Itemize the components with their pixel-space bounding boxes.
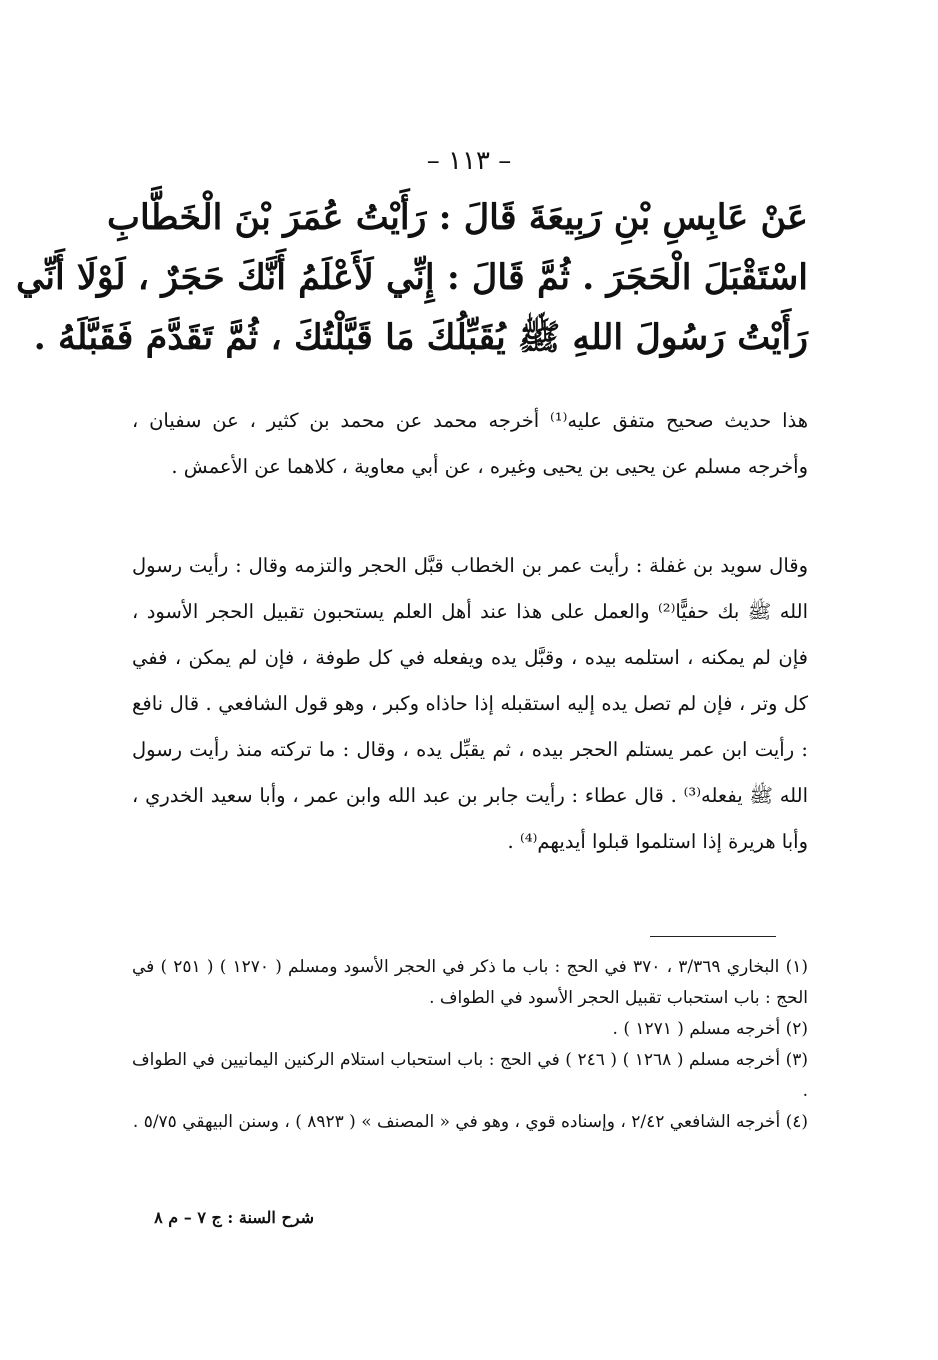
hadith-line: رَأَيْتُ رَسُولَ اللهِ ﷺ يُقَبِّلُكَ مَا قَبَّلْتُكَ ، ثُمَّ تَقَدَّمَ فَقَبَّلَهُ . — [33, 317, 808, 358]
footnotes — [132, 952, 808, 1138]
commentary-paragraph-1: هذا حديث صحيح متفق عليه⁽¹⁾ أخرجه محمد عن محمد بن كثير ، عن سفيان ، وأخرجه مسلم عن يحيى بن يحيى وغيره ، عن أبي معاوية ، كلاهما عن الأعمش . — [132, 409, 808, 478]
hadith-line: عَنْ عَابِسِ بْنِ رَبِيعَةَ قَالَ : رَأَيْتُ عُمَرَ بْنَ الْخَطَّابِ — [107, 197, 808, 238]
footer-reference: شرح السنة : ج ٧ – م ٨ — [154, 1208, 314, 1227]
commentary-paragraph-2: وقال سويد بن غفلة : رأيت عمر بن الخطاب قبَّل الحجر والتزمه وقال : رأيت رسول الله ﷺ بك حفيًّا⁽²⁾ والعمل على هذا عند أهل العلم يستحبون تقبيل الحجر الأسود ، فإن لم يمكنه ، استلمه بيده ، وقبَّل يده ويفعله في كل طوفة ، فإن لم يمكن ، ففي كل وتر ، فإن لم تصل يده إليه استقبله إذا حاذاه وكبر ، وهو قول الشافعي . قال نافع : رأيت ابن عمر يستلم الحجر بيده ، ثم يقبِّل يده ، وقال : ما تركته منذ رأيت رسول الله ﷺ يفعله⁽³⁾ . قال عطاء : رأيت جابر بن عبد الله وابن عمر ، وأبا سعيد الخدري ، وأبا هريرة إذا استلموا قبلوا أيديهم⁽⁴⁾ . — [132, 554, 809, 853]
hadith-line: اسْتَقْبَلَ الْحَجَرَ . ثُمَّ قَالَ : إِنِّي لَأَعْلَمُ أَنَّكَ حَجَرٌ ، لَوْلَا أَنِّي — [16, 257, 808, 298]
footnote-divider — [650, 936, 776, 937]
page-number: – ١١٣ – — [426, 146, 512, 176]
footnote-2: (٢) أخرجه مسلم ( ١٢٧١ ) . — [612, 1019, 808, 1039]
footnote-4: (٤) أخرجه الشافعي ٢/٤٢ ، وإسناده قوي ، وهو في « المصنف » ( ٨٩٢٣ ) ، وسنن البيهقي ٥/٧٥ . — [132, 1112, 808, 1132]
footnote-1: (١) البخاري ٣/٣٦٩ ، ٣٧٠ في الحج : باب ما ذكر في الحجر الأسود ومسلم ( ١٢٧٠ ) ( ٢٥١ ) في الحج : باب استحباب تقبيل الحجر الأسود في الطواف . — [132, 957, 808, 1008]
footnote-3: (٣) أخرجه مسلم ( ١٢٦٨ ) ( ٢٤٦ ) في الحج : باب استحباب استلام الركنين اليمانيين في الطواف . — [132, 1050, 809, 1101]
hadith-text — [16, 188, 808, 368]
